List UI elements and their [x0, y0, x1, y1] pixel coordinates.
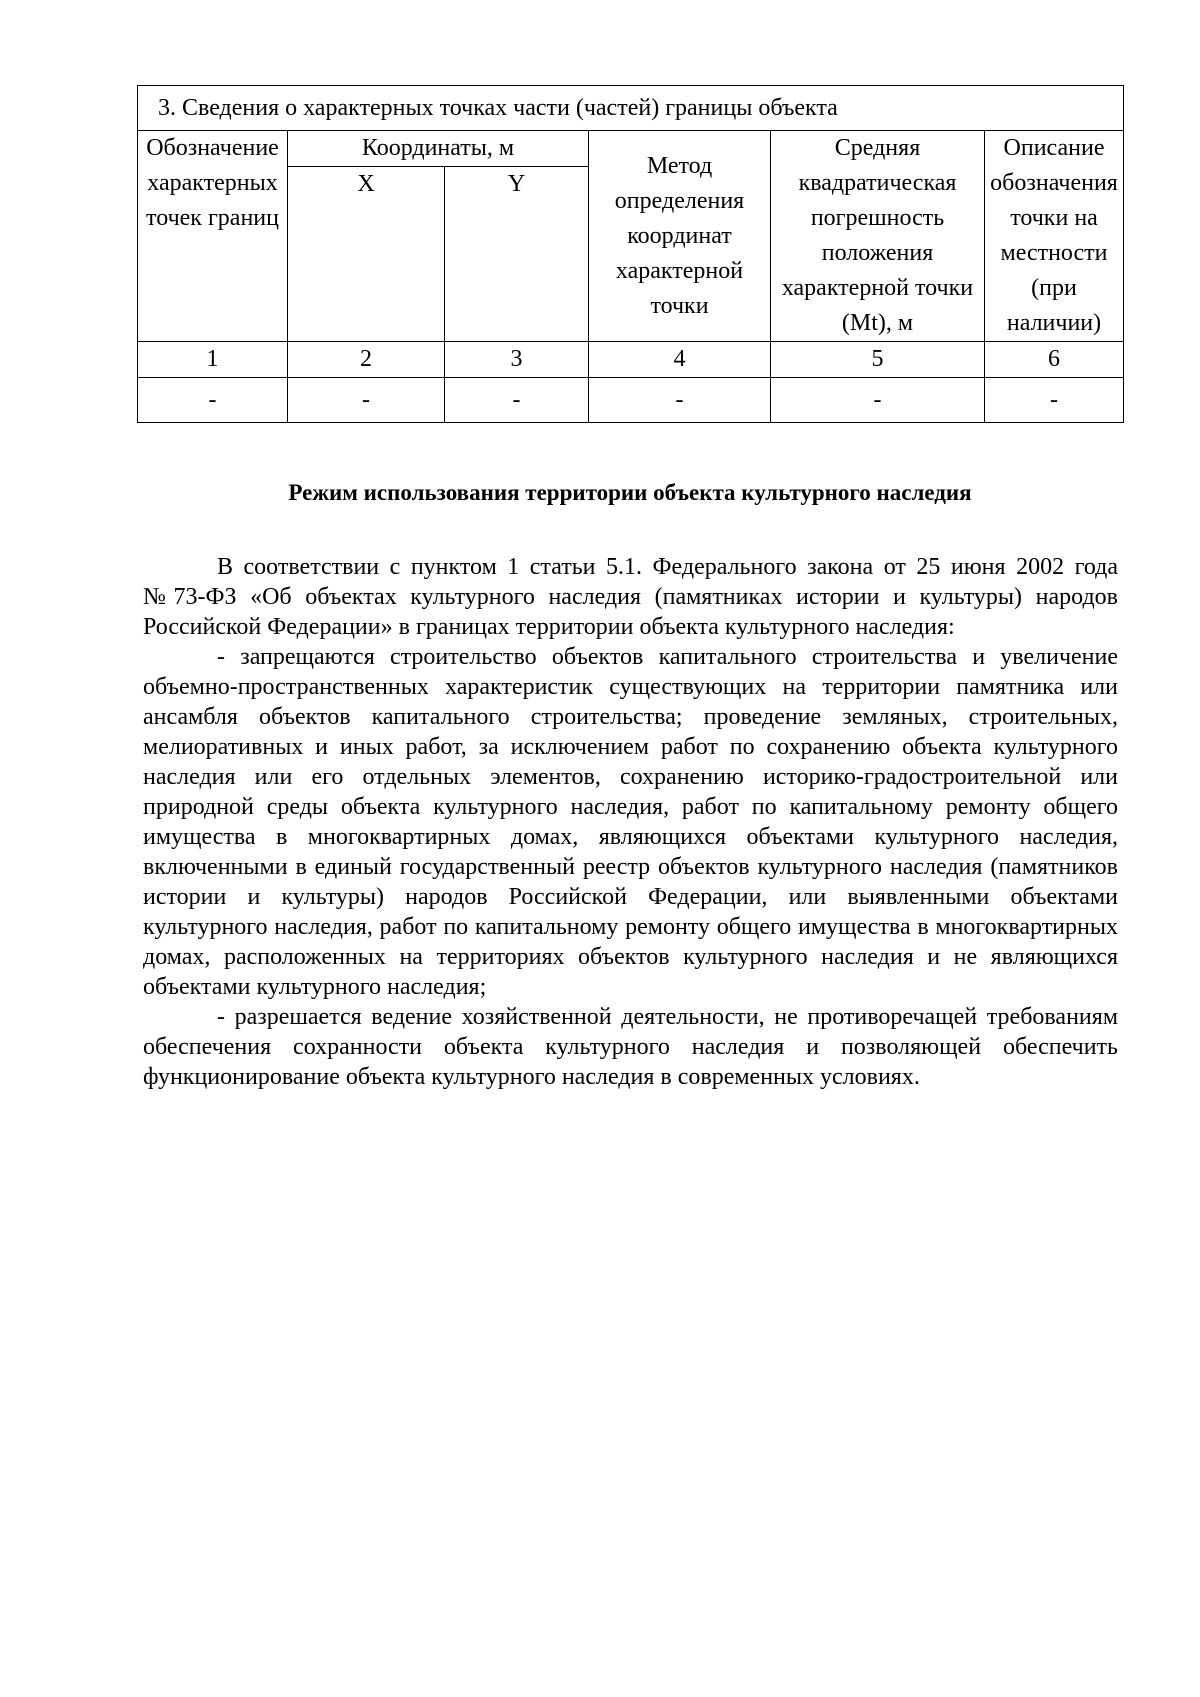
header-error: Средняя квадратическая погрешность положения характерной точки (Mt), м	[771, 131, 985, 342]
characteristic-points-table	[137, 85, 1124, 423]
table-cell: -	[985, 378, 1124, 423]
table-cell: -	[589, 378, 771, 423]
table-cell: -	[288, 378, 445, 423]
header-method: Метод определения координат характерной точки	[589, 131, 771, 342]
paragraph-permissions: - разрешается ведение хозяйственной деятельности, не противоречащей требованиям обеспечения сохранности объекта культурного наследия и позволяющей обеспечить функционирование объекта культурного наследия в современных условиях.	[143, 1004, 1118, 1090]
header-coordinates: Координаты, м	[288, 131, 589, 167]
body-text	[143, 552, 1118, 1092]
header-y: Y	[445, 167, 589, 342]
paragraph-intro: В соответствии с пунктом 1 статьи 5.1. Федерального закона от 25 июня 2002 года №73-ФЗ «Об объектах культурного наследия (памятниках истории и культуры) народов Российской Федерации» в границах территории объекта культурного наследия:	[143, 554, 1118, 640]
paragraph-prohibitions: - запрещаются строительство объектов капитального строительства и увеличение объемно-пространственных характеристик существующих на территории памятника или ансамбля объектов капитального строительства; проведение земляных, строительных, мелиоративных и иных работ, за исключением работ по сохранению объекта культурного наследия или его отдельных элементов, сохранению историко-градостроительной или природной среды объекта культурного наследия, работ по капитальному ремонту общего имущества в многоквартирных домах, являющихся объектами культурного наследия, включенными в единый государственный реестр объектов культурного наследия (памятников истории и культуры) народов Российской Федерации, или выявленными объектами культурного наследия, работ по капитальному ремонту общего имущества в многоквартирных домах, расположенных на территориях объектов культурного наследия и не являющихся объектами культурного наследия;	[143, 644, 1118, 1000]
table-row	[138, 378, 1124, 423]
column-number: 6	[985, 342, 1124, 378]
header-designation: Обозначение характерных точек границ	[138, 131, 288, 342]
table-cell: -	[771, 378, 985, 423]
column-number: 1	[138, 342, 288, 378]
header-description: Описание обозначения точки на местности (при наличии)	[985, 131, 1124, 342]
table-cell: -	[445, 378, 589, 423]
section-title: Режим использования территории объекта культурного наследия	[288, 480, 972, 505]
column-number: 3	[445, 342, 589, 378]
table-caption: 3. Сведения о характерных точках части (частей) границы объекта	[138, 86, 1124, 131]
column-number: 5	[771, 342, 985, 378]
column-number: 4	[589, 342, 771, 378]
column-number: 2	[288, 342, 445, 378]
header-x: X	[288, 167, 445, 342]
table-cell: -	[138, 378, 288, 423]
